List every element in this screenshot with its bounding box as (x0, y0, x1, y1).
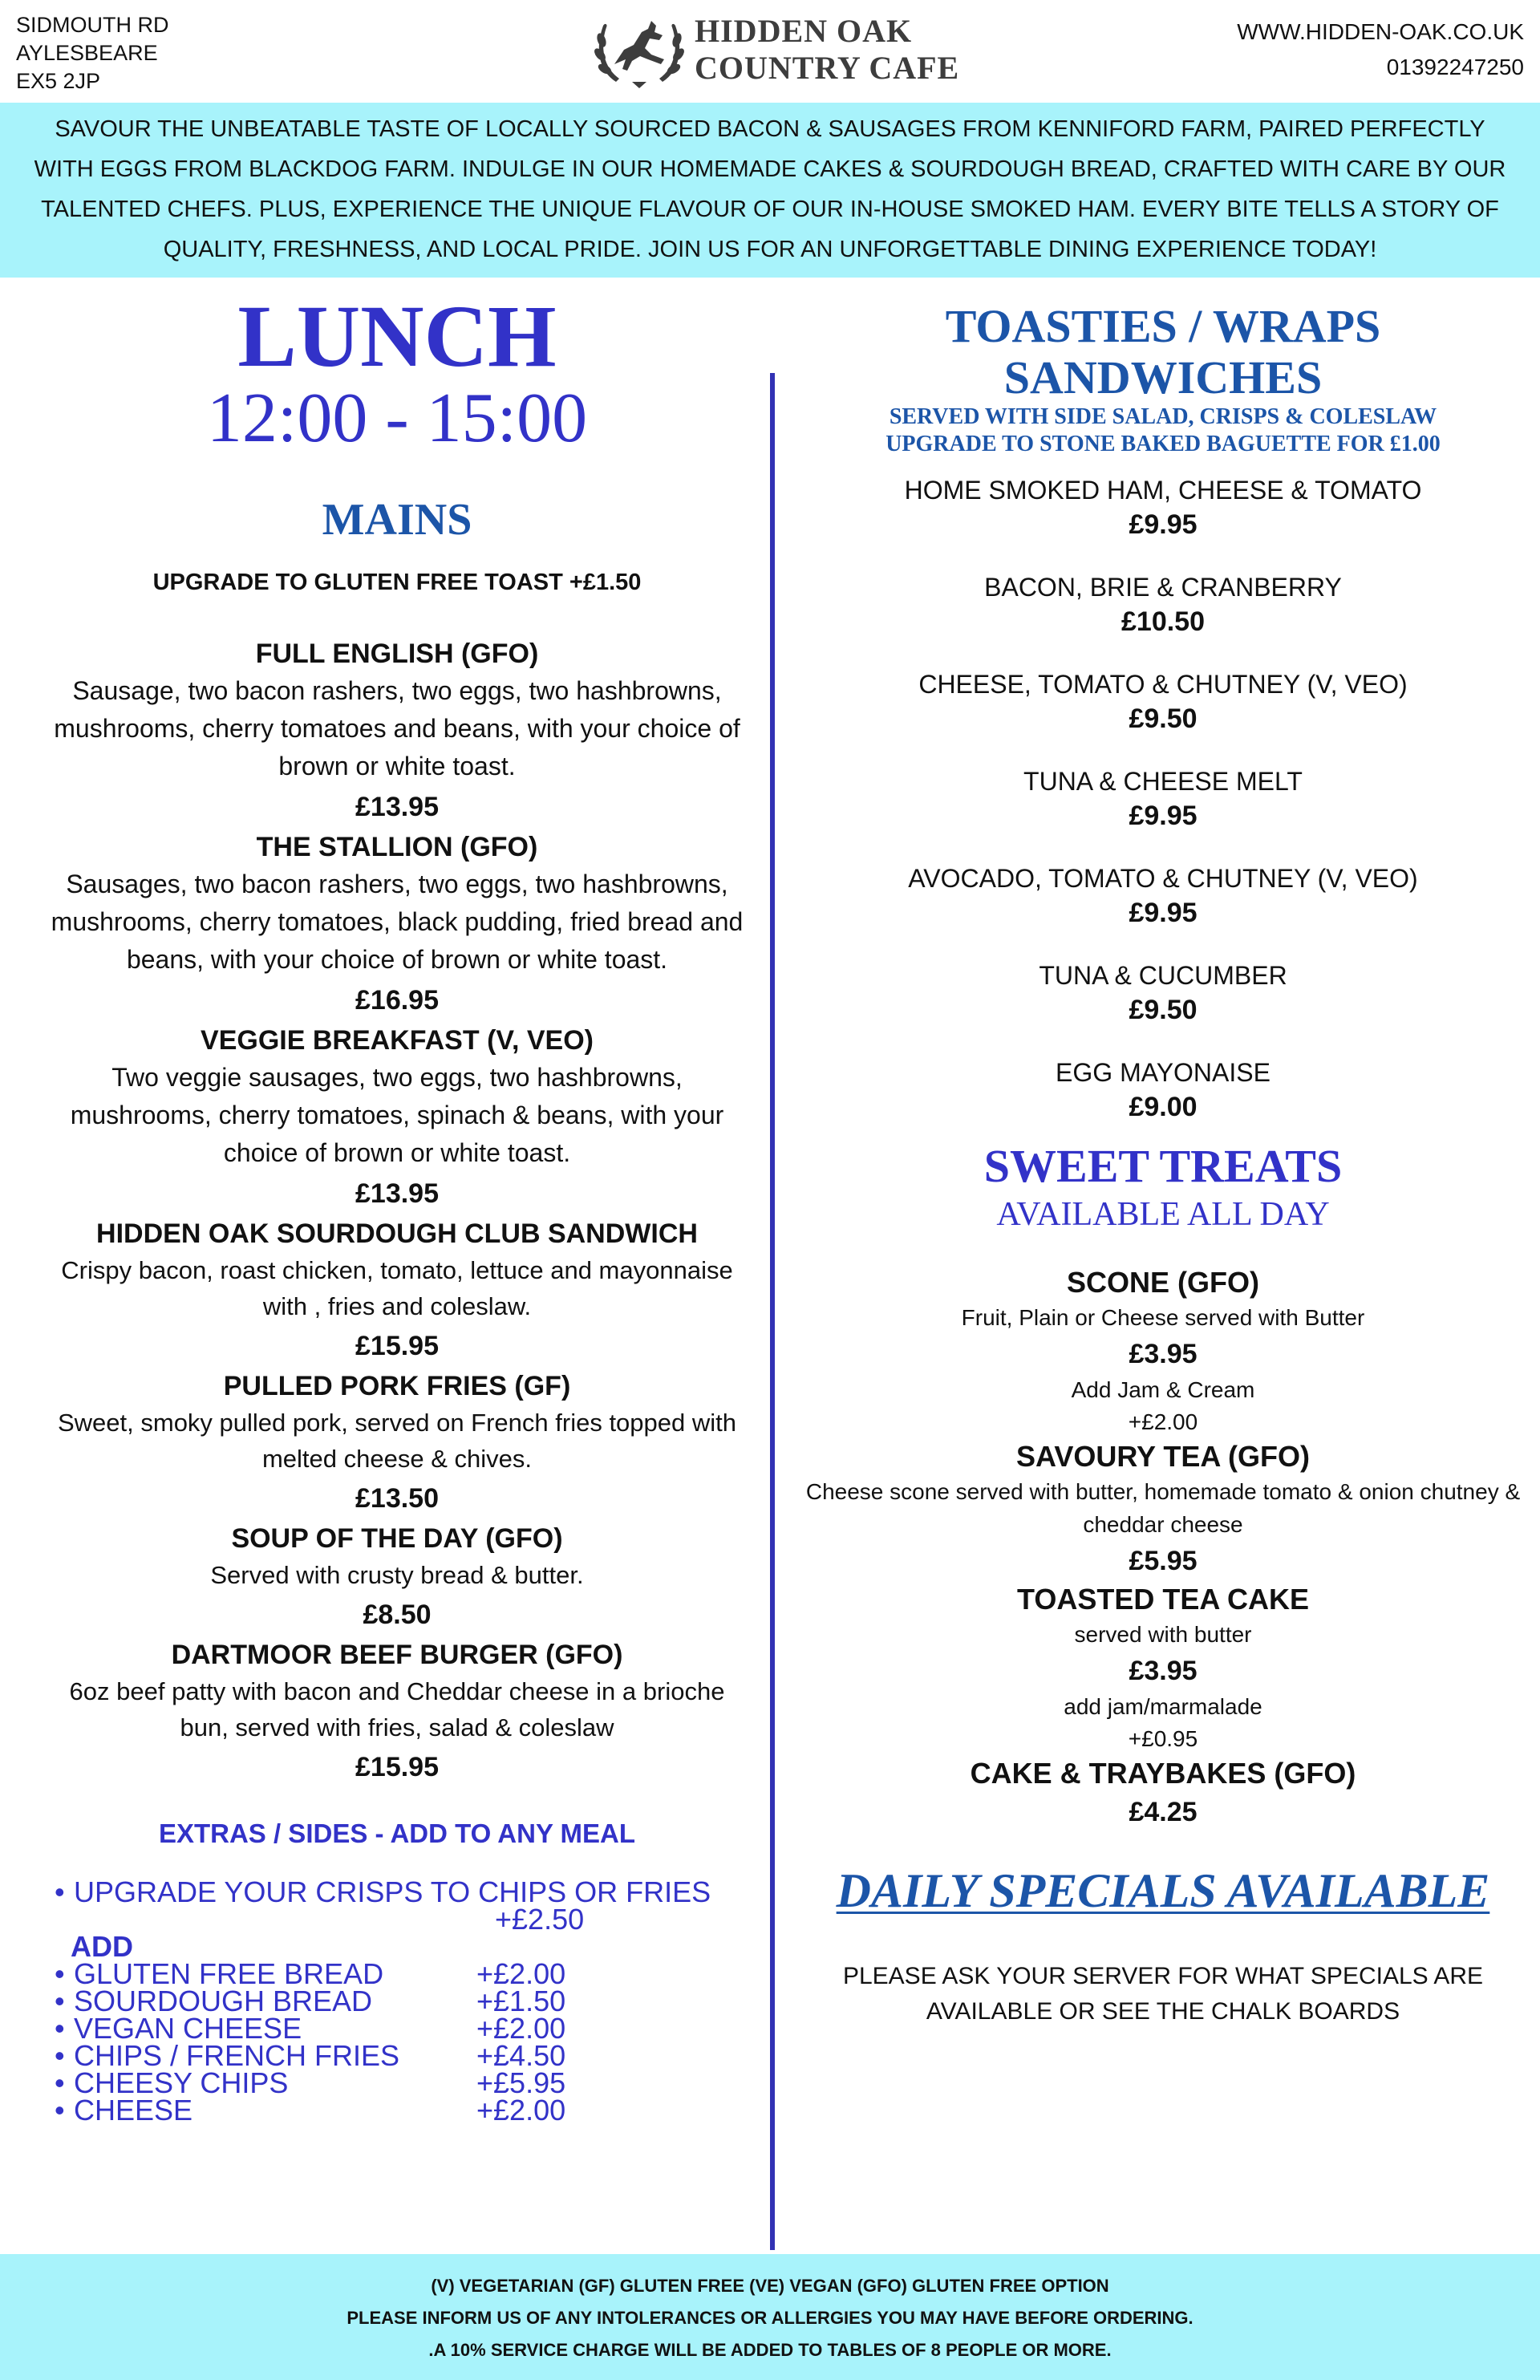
item-price: £3.95 (1129, 1339, 1198, 1369)
extra-price: +£2.00 (476, 2094, 566, 2127)
treat-item (794, 1264, 1532, 1438)
item-name: EGG MAYONAISE (1056, 1058, 1270, 1087)
header (0, 0, 1540, 103)
extra-item (24, 2012, 770, 2045)
item-price: £13.95 (355, 1178, 439, 1209)
item-price: £9.50 (1129, 703, 1198, 734)
contact-block (1237, 14, 1524, 85)
extra-price: +£4.50 (476, 2039, 566, 2072)
sandwich-item (794, 958, 1532, 1027)
lunch-column (24, 287, 770, 2127)
extra-item (24, 2094, 770, 2127)
extra-item (24, 1985, 770, 2017)
phone-number[interactable]: 01392247250 (1386, 55, 1524, 79)
extra-price: +£2.00 (476, 2012, 566, 2045)
item-description: Fruit, Plain or Cheese served with Butter (961, 1305, 1365, 1330)
menu-item (24, 1368, 770, 1520)
sandwich-item (794, 861, 1532, 930)
menu-item (24, 1215, 770, 1368)
item-name: VEGGIE BREAKFAST (V, VEO) (201, 1025, 594, 1056)
item-description: Sausages, two bacon rashers, two eggs, two hashbrowns, mushrooms, cherry tomatoes, black pudding, fried bread and beans, with your choice of brown or white toast. (51, 870, 744, 974)
extra-price: +£2.50 (495, 1903, 585, 1936)
extra-price: +£1.50 (476, 1985, 566, 2017)
item-name: SCONE (GFO) (1067, 1266, 1259, 1299)
mains-heading: MAINS (322, 495, 472, 545)
website-link[interactable]: WWW.HIDDEN-OAK.CO.UK (1237, 19, 1524, 44)
gluten-free-upgrade-note: UPGRADE TO GLUTEN FREE TOAST +£1.50 (152, 570, 642, 595)
item-description: Sweet, smoky pulled pork, served on French fries topped with melted cheese & chives. (57, 1409, 737, 1473)
sandwiches-column (794, 301, 1532, 2029)
menu-item (24, 1636, 770, 1789)
sandwiches-subtitle: SERVED WITH SIDE SALAD, CRISPS & COLESLAW (889, 404, 1437, 429)
service-charge-notice: .A 10% SERVICE CHARGE WILL BE ADDED TO TABLES OF 8 PEOPLE OR MORE. (428, 2340, 1112, 2360)
item-price: £5.95 (1129, 1546, 1198, 1576)
sandwich-item (794, 472, 1532, 541)
sandwich-item (794, 764, 1532, 833)
item-name: AVOCADO, TOMATO & CHUTNEY (V, VEO) (908, 864, 1418, 893)
address-line: EX5 2JP (16, 69, 101, 93)
extra-label: • CHIPS / FRENCH FRIES (74, 2039, 400, 2072)
item-price: £13.50 (355, 1483, 439, 1514)
extra-price: +£5.95 (476, 2066, 566, 2099)
mains-list (24, 635, 770, 1789)
add-on-price: +£0.95 (1128, 1726, 1198, 1751)
item-description: Served with crusty bread & butter. (210, 1561, 584, 1589)
item-price: £3.95 (1129, 1656, 1198, 1686)
item-name: SOUP OF THE DAY (GFO) (231, 1523, 563, 1554)
horse-wreath-icon (592, 8, 687, 93)
item-price: £15.95 (355, 1752, 439, 1782)
item-name: DARTMOOR BEEF BURGER (GFO) (171, 1640, 623, 1670)
daily-specials-heading: DAILY SPECIALS AVAILABLE (836, 1864, 1490, 1917)
sweet-treats-subtitle: AVAILABLE ALL DAY (996, 1196, 1330, 1233)
daily-specials-note: PLEASE ASK YOUR SERVER FOR WHAT SPECIALS ARE AVAILABLE OR SEE THE CHALK BOARDS (842, 1963, 1484, 2025)
item-description: 6oz beef patty with bacon and Cheddar cheese in a brioche bun, served with fries, salad & coleslaw (69, 1677, 725, 1741)
lunch-title: LUNCH (237, 287, 557, 385)
menu-item (24, 1022, 770, 1215)
allergy-notice: PLEASE INFORM US OF ANY INTOLERANCES OR ALLERGIES YOU MAY HAVE BEFORE ORDERING. (346, 2308, 1194, 2328)
item-description: Sausage, two bacon rashers, two eggs, two hashbrowns, mushrooms, cherry tomatoes and beans, with your choice of brown or white toast. (54, 676, 740, 780)
menu-item (24, 1520, 770, 1636)
item-price: £9.95 (1129, 801, 1198, 831)
baguette-upgrade-note: UPGRADE TO STONE BAKED BAGUETTE FOR £1.00 (886, 432, 1441, 456)
item-name: TUNA & CUCUMBER (1039, 961, 1287, 990)
address-block (16, 11, 169, 95)
extra-label: • CHEESY CHIPS (74, 2066, 289, 2099)
extra-item (24, 2066, 770, 2099)
treat-item (794, 1581, 1532, 1755)
column-divider (770, 373, 775, 2250)
cafe-logo (592, 6, 977, 98)
item-name: TUNA & CHEESE MELT (1023, 767, 1303, 796)
extra-label: • SOURDOUGH BREAD (74, 1985, 373, 2017)
add-label: ADD (71, 1930, 133, 1963)
sweet-treats-heading: SWEET TREATS (983, 1140, 1343, 1192)
menu-item (24, 635, 770, 829)
sandwich-item (794, 667, 1532, 736)
item-name: THE STALLION (GFO) (256, 832, 538, 862)
item-description: Cheese scone served with butter, homemade tomato & onion chutney & cheddar cheese (805, 1479, 1521, 1537)
item-price: £13.95 (355, 792, 439, 822)
item-price: £9.50 (1129, 995, 1198, 1025)
extra-label: • VEGAN CHEESE (74, 2012, 302, 2045)
sandwich-item (794, 570, 1532, 639)
sandwich-item (794, 1055, 1532, 1124)
item-description: served with butter (1074, 1622, 1252, 1647)
treat-item (794, 1438, 1532, 1581)
address-line: AYLESBEARE (16, 41, 158, 65)
extra-price: +£2.00 (476, 1957, 566, 1990)
item-name: FULL ENGLISH (GFO) (255, 639, 539, 669)
item-price: £9.00 (1129, 1092, 1198, 1122)
extra-label: • CHEESE (74, 2094, 193, 2127)
logo-text: HIDDEN OAK COUNTRY CAFE (695, 13, 960, 86)
extras-heading: EXTRAS / SIDES - ADD TO ANY MEAL (158, 1818, 636, 1848)
footer-band (0, 2254, 1540, 2380)
item-name: HIDDEN OAK SOURDOUGH CLUB SANDWICH (96, 1218, 698, 1249)
add-on-price: +£2.00 (1128, 1409, 1198, 1434)
item-price: £9.95 (1129, 509, 1198, 540)
extra-item (24, 1957, 770, 1990)
item-name: SAVOURY TEA (GFO) (1015, 1440, 1310, 1473)
extras-list (24, 1875, 770, 2127)
item-name: HOME SMOKED HAM, CHEESE & TOMATO (904, 476, 1422, 505)
address-line: SIDMOUTH RD (16, 13, 169, 37)
item-price: £4.25 (1129, 1797, 1198, 1827)
item-name: CHEESE, TOMATO & CHUTNEY (V, VEO) (918, 670, 1408, 699)
sandwich-list (794, 472, 1532, 1124)
add-on-label: add jam/marmalade (1064, 1694, 1262, 1719)
menu-item (24, 829, 770, 1022)
item-name: CAKE & TRAYBAKES (GFO) (970, 1757, 1356, 1790)
extra-label: UPGRADE YOUR CRISPS TO CHIPS OR FRIES (74, 1875, 711, 1908)
item-price: £9.95 (1129, 898, 1198, 928)
item-name: BACON, BRIE & CRANBERRY (984, 573, 1342, 602)
item-description: Two veggie sausages, two eggs, two hashbrowns, mushrooms, cherry tomatoes, spinach & beans, with your choice of brown or white toast. (70, 1063, 724, 1167)
extra-item (24, 1875, 770, 1936)
extra-label: • GLUTEN FREE BREAD (74, 1957, 384, 1990)
item-name: TOASTED TEA CAKE (1016, 1583, 1310, 1616)
item-price: £10.50 (1121, 606, 1205, 637)
item-price: £8.50 (363, 1600, 432, 1630)
lunch-hours: 12:00 - 15:00 (206, 379, 588, 457)
item-description: Crispy bacon, roast chicken, tomato, lettuce and mayonnaise with , fries and coleslaw. (61, 1256, 733, 1320)
intro-banner: SAVOUR THE UNBEATABLE TASTE OF LOCALLY SOURCED BACON & SAUSAGES FROM KENNIFORD FARM, PAIRED PERFECTLY WITH EGGS FROM BLACKDOG FARM. INDULGE IN OUR HOMEMADE CAKES & SOURDOUGH BREAD, CRAFTED WITH CARE BY OUR TALENTED CHEFS. PLUS, EXPERIENCE THE UNIQUE FLAVOUR OF OUR IN-HOUSE SMOKED HAM. EVERY BITE TELLS A STORY OF QUALITY, FRESHNESS, AND LOCAL PRIDE. JOIN US FOR AN UNFORGETTABLE DINING EXPERIENCE TODAY! (0, 103, 1540, 278)
item-price: £16.95 (355, 985, 439, 1016)
sweet-treats-list (794, 1264, 1532, 1832)
item-name: PULLED PORK FRIES (GF) (223, 1371, 571, 1401)
item-price: £15.95 (355, 1331, 439, 1361)
add-on-label: Add Jam & Cream (1071, 1377, 1255, 1402)
sandwiches-heading: TOASTIES / WRAPS SANDWICHES (945, 300, 1381, 403)
extra-item (24, 2039, 770, 2072)
dietary-key: (V) VEGETARIAN (GF) GLUTEN FREE (VE) VEGAN (GFO) GLUTEN FREE OPTION (431, 2276, 1109, 2296)
treat-item (794, 1755, 1532, 1832)
